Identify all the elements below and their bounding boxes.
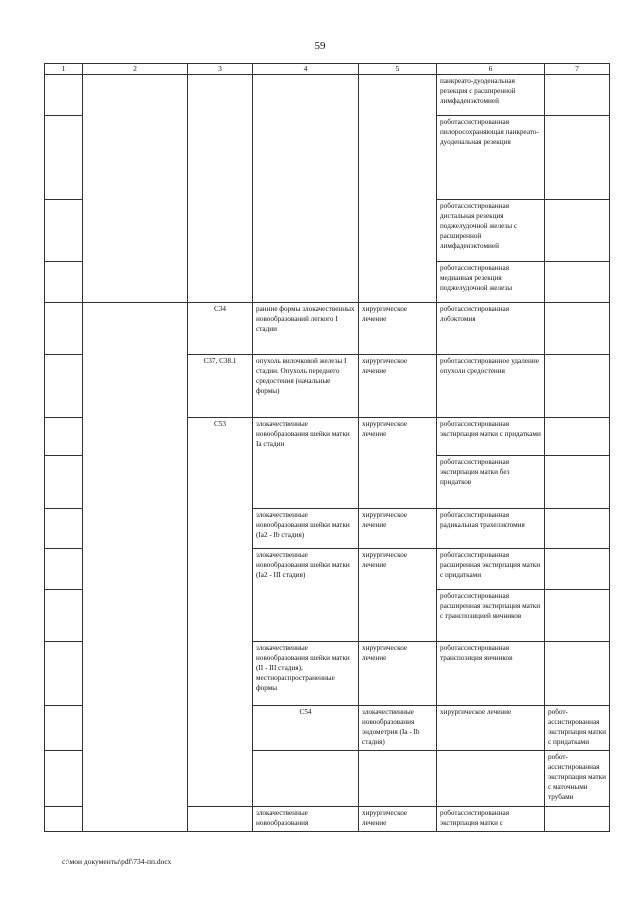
cell-col4: ранние формы злокачественных новообразований легкого I стадии [253,303,359,355]
cell-col1 [45,590,83,642]
cell-col7 [545,262,610,303]
medical-care-table [44,63,610,832]
cell-col1 [45,549,83,590]
column-header-4: 4 [253,64,359,75]
table-row [45,303,610,355]
cell-col4 [253,75,359,303]
cell-col5 [437,751,545,807]
cell-col1 [45,355,83,418]
cell-col1 [45,418,83,456]
cell-col5 [359,75,437,303]
cell-col5: хирургическое лечение [359,303,437,355]
cell-col7 [545,116,610,200]
cell-col3: C34 [188,303,253,355]
cell-col6: роботассистированная экстирпация матки с [437,807,545,832]
cell-col1 [45,75,83,116]
cell-col6: роботассистированная экстирпация матки с маточными трубами [545,751,610,807]
cell-col4: злокачественные новообразования шейки матки (II - III стадия), местнораспространенные формы [253,642,359,706]
cell-col5: хирургическое лечение [359,549,437,642]
table-row [45,75,610,116]
cell-col7 [545,303,610,355]
cell-col2 [83,303,188,832]
cell-col3 [188,75,253,303]
footer-file-path: c:\мои документы\pdf\734-пп.docx [62,857,172,866]
cell-col3: C37, C38.1 [188,355,253,418]
cell-col4: злокачественные новообразования эндометрия (Ia - Ib стадия) [359,706,437,751]
cell-col5: хирургическое лечение [359,807,437,832]
cell-col5: хирургическое лечение [437,706,545,751]
cell-col4 [359,751,437,807]
cell-col5: хирургическое лечение [359,418,437,509]
column-header-6: 6 [437,64,545,75]
cell-col7 [545,75,610,116]
cell-col7 [545,200,610,262]
cell-col3 [253,751,359,807]
cell-col5: хирургическое лечение [359,355,437,418]
column-header-7: 7 [545,64,610,75]
cell-col7 [545,549,610,590]
cell-col1 [45,751,83,807]
cell-col1 [45,116,83,200]
cell-col7 [545,807,610,832]
cell-col6: роботассистированная экстирпация матки с придатками [437,418,545,456]
cell-col4: опухоль вилочковой железы I стадии. Опухоль переднего средостения (начальные формы) [253,355,359,418]
cell-col6: роботассистированная пилоросохраняющая панкреато-дуоденальная резекция [437,116,545,200]
column-header-1: 1 [45,64,83,75]
cell-col6: роботассистированная расширенная экстирпация матки с придатками [437,549,545,590]
cell-col2 [83,75,188,303]
cell-col4: злокачественные новообразования шейки матки Ia стадии [253,418,359,509]
cell-col1 [45,456,83,509]
cell-col6: роботассистированная лобэктомия [437,303,545,355]
cell-col6: роботассистированная расширенная экстирпация матки с транспозицией яичников [437,590,545,642]
cell-col6: роботассистированная экстирпация матки с придатками [545,706,610,751]
cell-col6: роботассистированная радикальная трахелэктомия [437,509,545,549]
cell-col5: хирургическое лечение [359,642,437,706]
table-header-row [45,64,610,75]
cell-col7 [545,456,610,509]
cell-col1 [45,509,83,549]
cell-col4: злокачественные новообразования [253,807,359,832]
cell-col5: хирургическое лечение [359,509,437,549]
cell-col1 [45,642,83,706]
cell-col1 [45,706,83,751]
cell-col1 [45,200,83,262]
cell-col7 [545,642,610,706]
cell-col7 [545,590,610,642]
cell-col1 [45,807,83,832]
column-header-2: 2 [83,64,188,75]
cell-col3 [188,807,253,832]
cell-col6: роботассистированное удаление опухоли средостения [437,355,545,418]
column-header-3: 3 [188,64,253,75]
cell-col7 [545,418,610,456]
cell-col6: панкреато-дуоденальная резекция с расширенной лимфаденэктомией [437,75,545,116]
cell-col3: C54 [253,706,359,751]
cell-col6: роботассистированная экстирпация матки без придатков [437,456,545,509]
cell-col6: роботассистированная транспозиция яичников [437,642,545,706]
column-header-5: 5 [359,64,437,75]
cell-col7 [545,355,610,418]
cell-col6: роботассистированная медианная резекция поджелудочной железы [437,262,545,303]
cell-col4: злокачественные новообразования шейки матки (Ia2 - III стадия) [253,549,359,642]
cell-col3: C53 [188,418,253,807]
cell-col7 [545,509,610,549]
page-number: 59 [314,40,326,52]
cell-col6: роботассистированная дистальная резекция поджелудочной железы с расширенной лимфаденэктомией [437,200,545,262]
cell-col4: злокачественные новообразования шейки матки (Ia2 - Ib стадия) [253,509,359,549]
cell-col1 [45,303,83,355]
cell-col1 [45,262,83,303]
